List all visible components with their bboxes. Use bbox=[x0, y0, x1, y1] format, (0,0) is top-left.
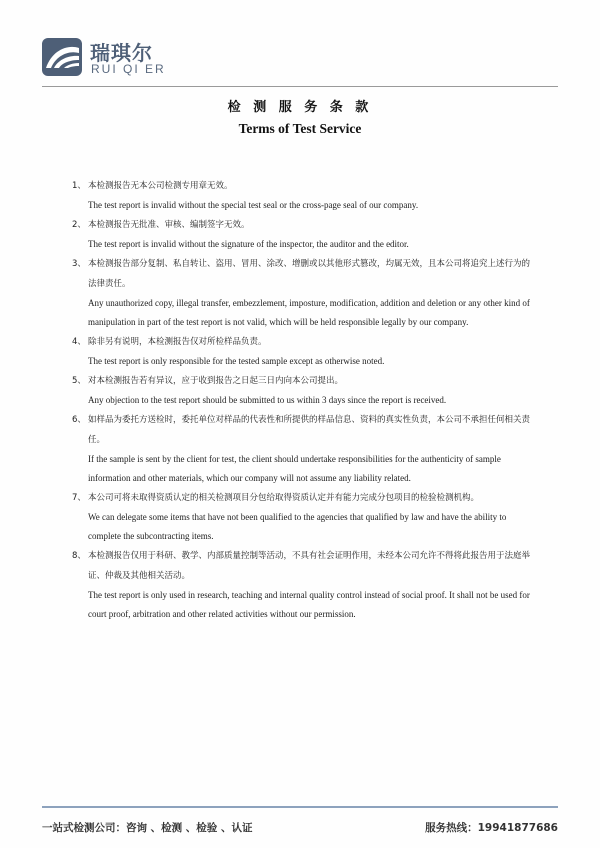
term-text-cn: 本公司可将未取得资质认定的相关检测项目分包给取得资质认定并有能力完成分包项目的检验检测机构。 bbox=[88, 493, 480, 503]
term-text-cn: 对本检测报告若有异议，应于收到报告之日起三日内向本公司提出。 bbox=[88, 376, 344, 386]
term-number: 6、 bbox=[72, 415, 86, 425]
term-text-cn: 除非另有说明，本检测报告仅对所检样品负责。 bbox=[88, 337, 267, 347]
term-text-cn: 如样品为委托方送检时，委托单位对样品的代表性和所提供的样品信息、资料的真实性负责，本公司不承担任何相关责任。 bbox=[88, 415, 531, 445]
page-title-en: Terms of Test Service bbox=[238, 121, 362, 136]
term-text-en: The test report is invalid without the special test seal or the cross-page seal of our company. bbox=[88, 200, 419, 210]
term-number: 1、 bbox=[72, 181, 86, 191]
term-number: 7、 bbox=[72, 493, 86, 503]
term-number: 8、 bbox=[72, 551, 86, 561]
term-number: 2、 bbox=[72, 220, 86, 230]
term-item bbox=[72, 215, 532, 254]
term-item bbox=[72, 371, 532, 410]
brand-name-en: RUI QI ER bbox=[91, 62, 166, 76]
brand-name-cn: 瑞琪尔 bbox=[90, 41, 153, 65]
term-text-cn: 本检测报告仅用于科研、教学、内部质量控制等活动，不具有社会证明作用，未经本公司允许不得将此报告用于法庭举证、仲裁及其他相关活动。 bbox=[88, 551, 531, 581]
term-item bbox=[72, 488, 532, 546]
term-text-cn: 本检测报告部分复制、私自转让、盗用、冒用、涂改、增删或以其他形式篡改，均属无效，且本公司将追究上述行为的法律责任。 bbox=[88, 259, 531, 289]
term-text-en: The test report is invalid without the signature of the inspector, the auditor and the editor. bbox=[88, 239, 409, 249]
term-text-cn: 本检测报告无批准、审核、编制签字无效。 bbox=[88, 220, 250, 230]
term-item bbox=[72, 546, 532, 624]
term-item bbox=[72, 254, 532, 332]
term-number: 5、 bbox=[72, 376, 86, 386]
header-divider bbox=[42, 86, 558, 87]
term-text-en: Any unauthorized copy, illegal transfer, embezzlement, imposture, modification, addition and deletion or any other kind of manipulation in part of the test report is not valid, which will be held responsible legally by our company. bbox=[88, 298, 530, 327]
footer-services: 一站式检测公司：咨询 、检测 、检验 、认证 bbox=[42, 822, 253, 834]
term-number: 4、 bbox=[72, 337, 86, 347]
term-text-en: The test report is only responsible for the tested sample except as otherwise noted. bbox=[88, 356, 385, 366]
terms-list bbox=[72, 176, 532, 624]
footer-divider bbox=[42, 806, 558, 808]
term-text-en: Any objection to the test report should be submitted to us within 3 days since the report is received. bbox=[88, 395, 447, 405]
term-text-en: If the sample is sent by the client for test, the client should undertake responsibilities for the authenticity of sample information and other materials, which our company will not assume any liability related. bbox=[88, 454, 501, 483]
term-number: 3、 bbox=[72, 259, 86, 269]
company-logo-icon bbox=[42, 38, 82, 76]
footer-hotline: 服务热线：19941877686 bbox=[425, 822, 558, 834]
page-title-cn: 检 测 服 务 条 款 bbox=[227, 100, 373, 115]
term-text-en: The test report is only used in research, teaching and internal quality control instead of social proof. It shall not be used for court proof, arbitration and other related activities without our permission. bbox=[88, 590, 530, 619]
page-header bbox=[0, 0, 600, 90]
term-text-en: We can delegate some items that have not been qualified to the agencies that qualified by law and have the ability to complete the subcontracting items. bbox=[88, 512, 507, 541]
page-footer bbox=[0, 806, 600, 848]
term-item bbox=[72, 410, 532, 488]
term-text-cn: 本检测报告无本公司检测专用章无效。 bbox=[88, 181, 233, 191]
term-item bbox=[72, 332, 532, 371]
term-item bbox=[72, 176, 532, 215]
